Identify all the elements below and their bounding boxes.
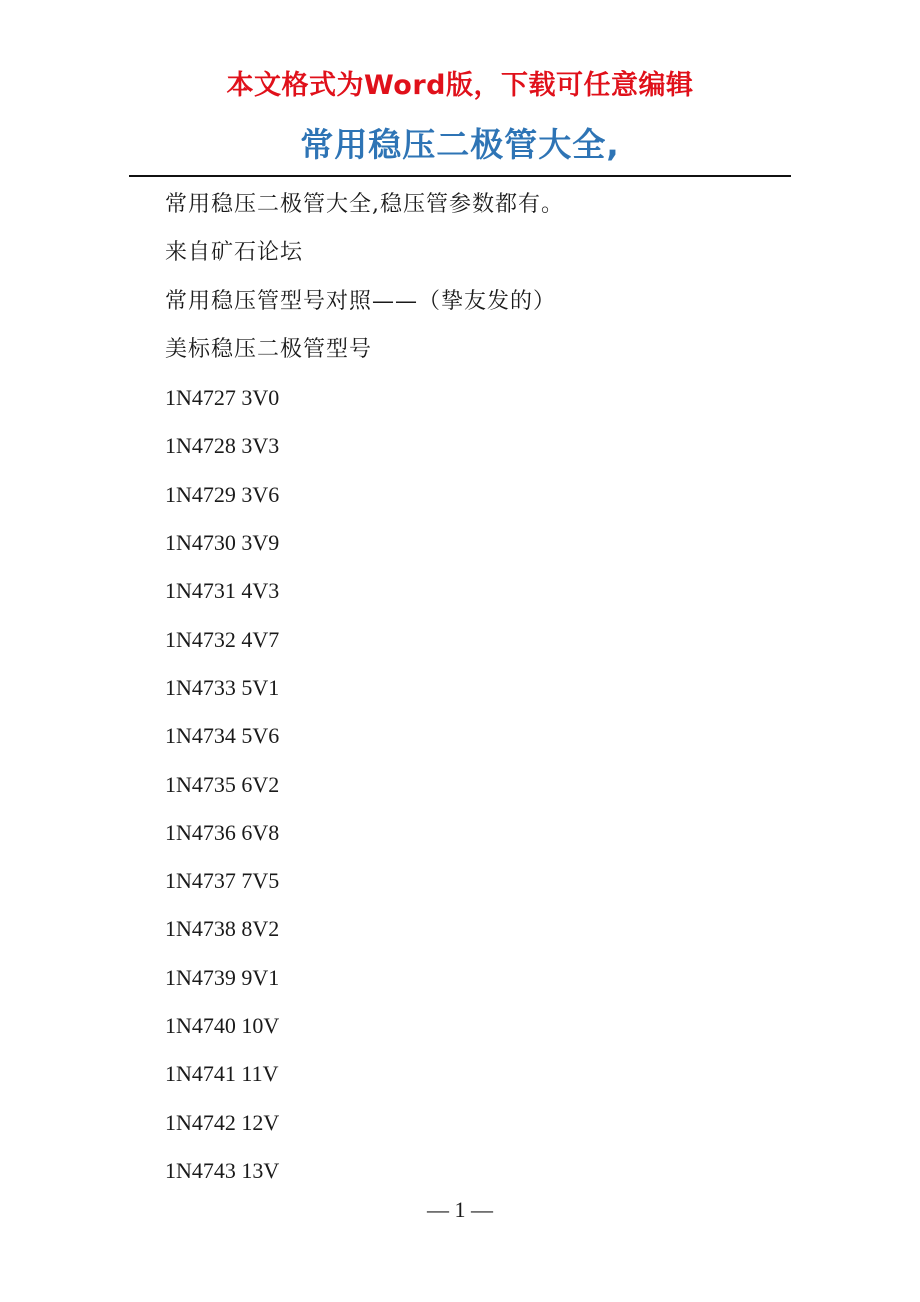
model-line: 1N4742 12V [165,1109,280,1135]
subsection-heading: 美标稳压二极管型号 [165,336,373,362]
title-divider [129,175,791,177]
document-title: 常用稳压二极管大全, [300,125,620,164]
section-heading: 常用稳压管型号对照——（挚友发的） [165,288,557,314]
model-line: 1N4736 6V8 [165,819,280,845]
model-line: 1N4732 4V7 [165,626,280,652]
model-line: 1N4731 4V3 [165,578,280,604]
model-line: 1N4738 8V2 [165,916,280,942]
model-line: 1N4743 13V [165,1157,280,1183]
model-line: 1N4735 6V2 [165,771,280,797]
model-line: 1N4739 9V1 [165,964,280,990]
model-line: 1N4733 5V1 [165,674,280,700]
model-line: 1N4730 3V9 [165,530,280,556]
format-notice-banner: 本文格式为Word版，下载可任意编辑 [226,70,694,101]
model-line: 1N4728 3V3 [165,433,280,459]
intro-line: 常用稳压二极管大全,稳压管参数都有。 [165,192,564,217]
document-body [165,184,765,1198]
model-line: 1N4727 3V0 [165,385,280,411]
model-line: 1N4741 11V [165,1061,279,1087]
model-line: 1N4729 3V6 [165,481,280,507]
model-line: 1N4734 5V6 [165,723,280,749]
page-number: — 1 — [427,1197,493,1222]
source-line: 来自矿石论坛 [165,240,304,266]
model-line: 1N4737 7V5 [165,868,280,894]
model-line: 1N4740 10V [165,1013,280,1039]
